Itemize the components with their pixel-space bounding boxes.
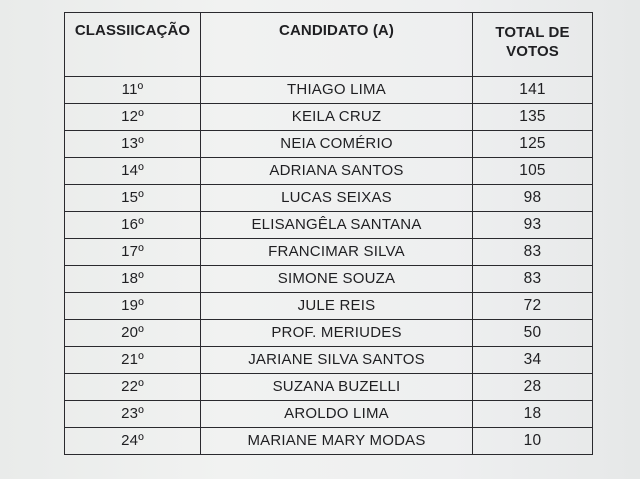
candidate-cell: JARIANE SILVA SANTOS: [201, 347, 473, 374]
table-row: [65, 212, 593, 239]
candidate-cell: THIAGO LIMA: [201, 77, 473, 104]
rank-cell: 21º: [65, 347, 201, 374]
table-row: [65, 158, 593, 185]
table-row: [65, 320, 593, 347]
table-row: [65, 239, 593, 266]
rank-cell: 16º: [65, 212, 201, 239]
votes-cell: 83: [473, 266, 593, 293]
votes-cell: 105: [473, 158, 593, 185]
votes-cell: 93: [473, 212, 593, 239]
votes-cell: 98: [473, 185, 593, 212]
table-row: [65, 104, 593, 131]
vote-results-table: [64, 12, 593, 455]
rank-cell: 15º: [65, 185, 201, 212]
candidate-cell: FRANCIMAR SILVA: [201, 239, 473, 266]
table-row: [65, 266, 593, 293]
votes-cell: 135: [473, 104, 593, 131]
classification-header: CLASSIICAÇÃO: [65, 13, 201, 77]
votes-cell: 18: [473, 401, 593, 428]
votes-cell: 125: [473, 131, 593, 158]
candidate-cell: AROLDO LIMA: [201, 401, 473, 428]
votes-cell: 10: [473, 428, 593, 455]
candidate-cell: SUZANA BUZELLI: [201, 374, 473, 401]
candidate-cell: ADRIANA SANTOS: [201, 158, 473, 185]
candidate-cell: LUCAS SEIXAS: [201, 185, 473, 212]
candidate-cell: ELISANGÊLA SANTANA: [201, 212, 473, 239]
header-row: [65, 13, 593, 77]
votes-cell: 34: [473, 347, 593, 374]
total-votes-header-line1: TOTAL DE: [495, 24, 570, 41]
rank-cell: 18º: [65, 266, 201, 293]
table-row: [65, 347, 593, 374]
total-votes-header-line2: VOTOS: [506, 43, 559, 60]
rank-cell: 17º: [65, 239, 201, 266]
candidate-cell: MARIANE MARY MODAS: [201, 428, 473, 455]
rank-cell: 13º: [65, 131, 201, 158]
candidate-cell: KEILA CRUZ: [201, 104, 473, 131]
rank-cell: 23º: [65, 401, 201, 428]
votes-cell: 72: [473, 293, 593, 320]
votes-cell: 83: [473, 239, 593, 266]
total-votes-header: [473, 13, 593, 77]
rank-cell: 11º: [65, 77, 201, 104]
candidate-cell: JULE REIS: [201, 293, 473, 320]
candidate-header: CANDIDATO (A): [201, 13, 473, 77]
table-row: [65, 401, 593, 428]
rank-cell: 14º: [65, 158, 201, 185]
table-row: [65, 428, 593, 455]
table-row: [65, 131, 593, 158]
votes-cell: 28: [473, 374, 593, 401]
rank-cell: 24º: [65, 428, 201, 455]
votes-cell: 50: [473, 320, 593, 347]
candidate-cell: PROF. MERIUDES: [201, 320, 473, 347]
table-row: [65, 77, 593, 104]
candidate-cell: NEIA COMÉRIO: [201, 131, 473, 158]
candidate-cell: SIMONE SOUZA: [201, 266, 473, 293]
table-row: [65, 293, 593, 320]
rank-cell: 20º: [65, 320, 201, 347]
votes-cell: 141: [473, 77, 593, 104]
rank-cell: 19º: [65, 293, 201, 320]
rank-cell: 12º: [65, 104, 201, 131]
table-row: [65, 374, 593, 401]
table-row: [65, 185, 593, 212]
rank-cell: 22º: [65, 374, 201, 401]
